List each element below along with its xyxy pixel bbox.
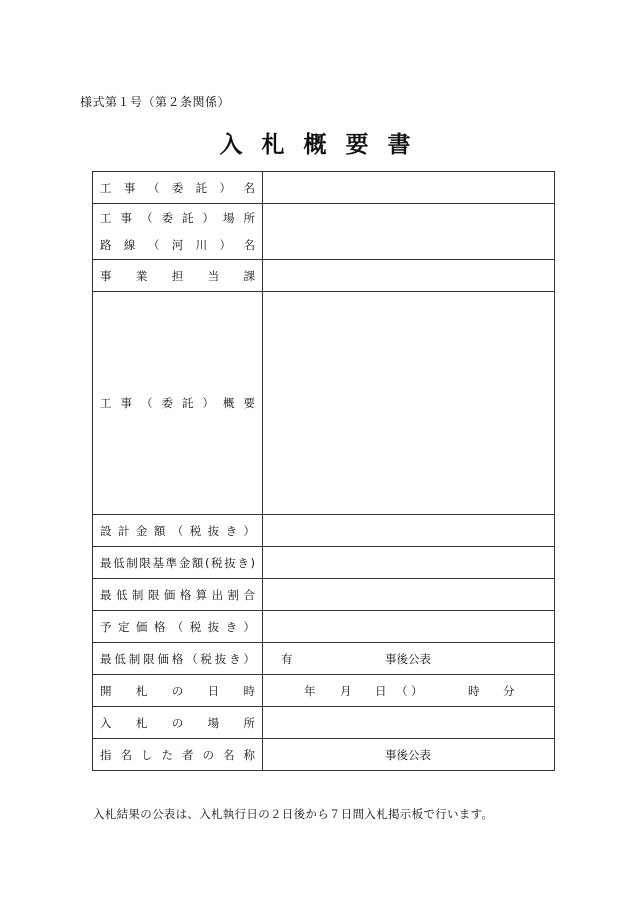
label-char: 金 xyxy=(135,523,148,538)
justified-label xyxy=(100,619,255,635)
min-price-disclosure: 事後公表 xyxy=(385,651,431,666)
label-char: 制 xyxy=(126,555,138,570)
min-price-exists: 有 xyxy=(281,651,293,666)
label-char: 制 xyxy=(131,587,144,602)
label-min-price-ratio xyxy=(93,579,263,611)
row-min-base-amount xyxy=(93,547,555,579)
label-char: 抜 xyxy=(207,523,220,538)
label-char: 額 xyxy=(153,523,166,538)
label-char: ） xyxy=(219,180,232,195)
label-char: 場 xyxy=(223,211,235,225)
label-char: 業 xyxy=(135,268,148,283)
label-char: ） xyxy=(202,396,214,410)
label-char: 路 xyxy=(100,238,112,252)
label-char: 時 xyxy=(243,683,255,698)
value-bid-location xyxy=(263,707,555,739)
row-min-price-ratio xyxy=(93,579,555,611)
label-min-price xyxy=(93,643,263,675)
justified-label xyxy=(100,715,255,731)
label-char: 価 xyxy=(163,587,176,602)
row-design-amount xyxy=(93,515,555,547)
label-char: 川 xyxy=(195,238,208,252)
label-char: （ xyxy=(171,523,184,538)
justified-label xyxy=(100,651,255,667)
label-char: 格 xyxy=(153,619,166,634)
row-work-summary xyxy=(93,292,555,515)
label-char: ） xyxy=(243,651,255,666)
year-label: 年 xyxy=(304,683,316,698)
label-char: ） xyxy=(219,238,232,252)
label-char: 事 xyxy=(120,211,132,225)
label-design-amount xyxy=(93,515,263,547)
label-department xyxy=(93,260,263,292)
label-char: 限 xyxy=(143,651,155,666)
label-opening-datetime xyxy=(93,675,263,707)
label-work-name xyxy=(93,172,263,204)
label-char: 開 xyxy=(100,683,112,698)
bid-summary-table xyxy=(92,171,555,771)
label-char: 所 xyxy=(243,715,255,730)
designated-name-disclosure: 事後公表 xyxy=(385,747,431,762)
label-char: 予 xyxy=(100,619,112,634)
label-char: 名 xyxy=(223,747,235,762)
row-planned-price xyxy=(93,611,555,643)
month-label: 月 xyxy=(340,683,352,698)
value-work-summary xyxy=(263,292,555,515)
label-char: ） xyxy=(202,211,214,225)
label-char: 所 xyxy=(243,211,255,225)
label-char: 委 xyxy=(161,396,173,410)
label-char: 最 xyxy=(100,587,112,602)
label-char: 名 xyxy=(120,747,132,762)
label-char: （ xyxy=(171,619,184,634)
label-char: き xyxy=(225,619,238,634)
label-char: 委 xyxy=(161,211,173,225)
label-char: 金 xyxy=(178,555,191,570)
day-label: 日 xyxy=(375,683,387,698)
label-char: 事 xyxy=(120,396,132,410)
label-char: ) xyxy=(250,555,255,570)
label-char: 算 xyxy=(195,587,208,602)
label-char: 河 xyxy=(171,238,184,252)
label-char: 託 xyxy=(182,396,194,410)
label-char: 指 xyxy=(100,747,112,762)
label-char: の xyxy=(171,715,184,730)
label-char: 日 xyxy=(207,683,220,698)
label-char: 概 xyxy=(223,396,235,410)
label-route xyxy=(100,232,255,259)
label-char: 入 xyxy=(100,715,112,730)
row-designated-name xyxy=(93,739,555,771)
value-work-location-route xyxy=(263,204,555,260)
label-char: き xyxy=(237,555,249,570)
label-char: き xyxy=(229,651,241,666)
label-char: 担 xyxy=(171,268,184,283)
label-char: 格 xyxy=(179,587,192,602)
label-char: 工 xyxy=(100,396,112,410)
label-char: 者 xyxy=(182,747,194,762)
value-min-price-ratio xyxy=(263,579,555,611)
label-char: 線 xyxy=(123,238,136,252)
label-char: 制 xyxy=(128,651,141,666)
label-char: き xyxy=(225,523,238,538)
form-number: 様式第１号（第２条関係） xyxy=(80,95,231,109)
justified-label xyxy=(100,268,255,284)
document-title: 入札概要書 xyxy=(219,132,430,158)
value-planned-price xyxy=(263,611,555,643)
label-char: 低 xyxy=(115,587,128,602)
row-department xyxy=(93,260,555,292)
label-char: 低 xyxy=(114,651,126,666)
label-char: 託 xyxy=(195,180,208,195)
label-char: 工 xyxy=(100,211,112,225)
label-char: 抜 xyxy=(207,619,220,634)
row-opening-datetime xyxy=(93,675,555,707)
label-char: （ xyxy=(186,651,198,666)
label-char: 名 xyxy=(243,180,255,195)
label-char: 価 xyxy=(135,619,148,634)
row-work-location-route xyxy=(93,204,555,260)
row-bid-location xyxy=(93,707,555,739)
label-char: し xyxy=(141,747,153,762)
label-char: 設 xyxy=(100,523,112,538)
label-char: の xyxy=(202,747,214,762)
label-char: ( xyxy=(205,555,210,570)
label-char: ） xyxy=(243,523,255,538)
label-char: 準 xyxy=(165,555,178,570)
label-char: 当 xyxy=(207,268,220,283)
value-min-base-amount xyxy=(263,547,555,579)
justified-label xyxy=(100,180,255,196)
label-char: 託 xyxy=(182,211,194,225)
justified-label xyxy=(100,587,255,603)
row-work-name xyxy=(93,172,555,204)
value-design-amount xyxy=(263,515,555,547)
label-char: 定 xyxy=(117,619,130,634)
label-bid-location xyxy=(93,707,263,739)
label-char: ） xyxy=(243,619,255,634)
value-opening-datetime xyxy=(263,675,555,707)
justified-label xyxy=(100,395,255,411)
value-work-name xyxy=(263,172,555,204)
label-char: （ xyxy=(141,396,153,410)
label-char: 抜 xyxy=(214,651,227,666)
label-location-route xyxy=(93,204,263,260)
label-char: 税 xyxy=(189,523,202,538)
label-char: （ xyxy=(147,238,160,252)
hour-label: 時 xyxy=(468,683,480,698)
label-char: 課 xyxy=(243,268,255,283)
label-char: 名 xyxy=(243,238,255,252)
footer-note: 入札結果の公表は、入札執行日の２日後から７日間入札掲示板で行います。 xyxy=(93,807,494,821)
label-char: 最 xyxy=(100,555,112,570)
justified-label xyxy=(100,683,255,699)
label-char: 称 xyxy=(243,747,255,762)
label-work-location xyxy=(100,205,255,232)
label-char: 委 xyxy=(171,180,184,195)
label-char: 税 xyxy=(211,555,223,570)
label-char: 限 xyxy=(139,555,151,570)
label-char: 低 xyxy=(113,555,125,570)
label-char: （ xyxy=(147,180,160,195)
label-char: 事 xyxy=(100,268,112,283)
label-char: た xyxy=(161,747,173,762)
label-char: 格 xyxy=(171,651,184,666)
label-char: の xyxy=(171,683,184,698)
label-char: 税 xyxy=(189,619,202,634)
label-char: 最 xyxy=(100,651,112,666)
justified-label xyxy=(100,555,255,571)
label-char: 抜 xyxy=(224,555,236,570)
minute-label: 分 xyxy=(503,683,515,698)
label-char: （ xyxy=(141,211,153,225)
label-char: 要 xyxy=(243,396,255,410)
row-min-price xyxy=(93,643,555,675)
label-char: 限 xyxy=(147,587,160,602)
label-char: 合 xyxy=(243,587,255,602)
label-min-base-amount xyxy=(93,547,263,579)
label-planned-price xyxy=(93,611,263,643)
value-department xyxy=(263,260,555,292)
label-char: 出 xyxy=(211,587,224,602)
label-char: 額 xyxy=(191,555,204,570)
label-char: 計 xyxy=(117,523,130,538)
label-char: 事 xyxy=(123,180,136,195)
justified-label xyxy=(100,523,255,539)
label-char: 基 xyxy=(152,555,164,570)
label-char: 割 xyxy=(227,587,239,602)
label-designated-name xyxy=(93,739,263,771)
label-char: 場 xyxy=(207,715,220,730)
label-char: 工 xyxy=(100,180,112,195)
label-char: 税 xyxy=(200,651,212,666)
label-char: 価 xyxy=(157,651,169,666)
value-min-price xyxy=(263,643,555,675)
justified-label xyxy=(100,747,255,763)
label-char: 札 xyxy=(135,715,148,730)
label-work-summary xyxy=(93,292,263,515)
value-designated-name xyxy=(263,739,555,771)
weekday-parens: （ ） xyxy=(396,683,423,698)
label-char: 札 xyxy=(135,683,148,698)
